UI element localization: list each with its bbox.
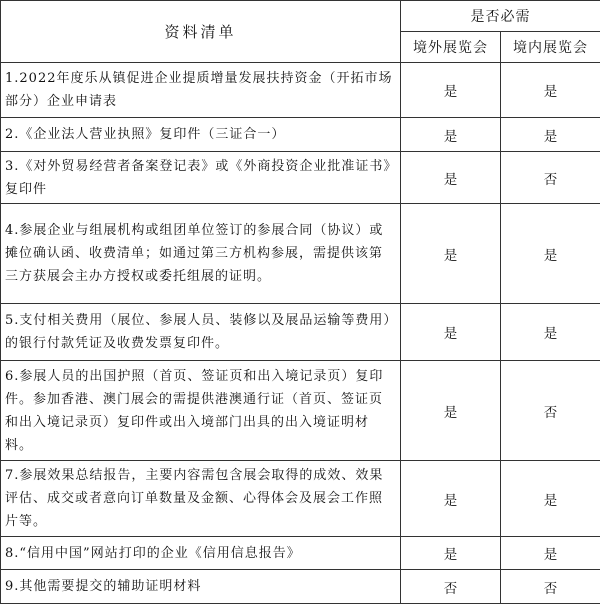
domestic-required-mark: 否 [501,152,600,204]
overseas-required-mark: 是 [401,118,501,152]
material-item: 4.参展企业与组展机构或组团单位签订的参展合同（协议）或摊位确认函、收费清单；如通过第三方机构参展，需提供该第三方获展会主办方授权或委托组展的证明。 [1,204,401,304]
material-item: 5.支付相关费用（展位、参展人员、装修以及展品运输等费用）的银行付款凭证及收费发票复印件。 [1,304,401,361]
domestic-required-mark: 是 [501,304,600,361]
table-row [1,570,600,604]
domestic-required-mark: 是 [501,204,600,304]
material-item: 9.其他需要提交的辅助证明材料 [1,570,401,604]
table-row [1,118,600,152]
domestic-required-mark: 是 [501,461,600,537]
overseas-required-mark: 是 [401,361,501,461]
material-item: 1.2022年度乐从镇促进企业提质增量发展扶持资金（开拓市场部分）企业申请表 [1,63,401,118]
overseas-required-mark: 是 [401,152,501,204]
table-row [1,63,600,118]
required-header: 是否必需 [401,1,600,32]
table-row [1,152,600,204]
table-row [1,204,600,304]
table-row [1,461,600,537]
overseas-exhibition-header: 境外展览会 [401,32,501,63]
domestic-required-mark: 否 [501,570,600,604]
overseas-required-mark: 是 [401,461,501,537]
overseas-required-mark: 是 [401,204,501,304]
domestic-exhibition-header: 境内展览会 [501,32,600,63]
table-row [1,304,600,361]
material-item: 7.参展效果总结报告，主要内容需包含展会取得的成效、效果评估、成交或者意向订单数量及金额、心得体会及展会工作照片等。 [1,461,401,537]
header-row-top [1,1,600,32]
domestic-required-mark: 否 [501,361,600,461]
material-item: 8.“信用中国”网站打印的企业《信用信息报告》 [1,537,401,570]
table-row [1,537,600,570]
materials-list-header: 资料清单 [1,1,401,63]
material-item: 6.参展人员的出国护照（首页、签证页和出入境记录页）复印件。参加香港、澳门展会的需提供港澳通行证（首页、签证页和出入境记录页）复印件或出入境部门出具的出入境证明材料。 [1,361,401,461]
domestic-required-mark: 是 [501,118,600,152]
domestic-required-mark: 是 [501,63,600,118]
overseas-required-mark: 否 [401,570,501,604]
table-row [1,361,600,461]
material-item: 3.《对外贸易经营者备案登记表》或《外商投资企业批准证书》复印件 [1,152,401,204]
overseas-required-mark: 是 [401,537,501,570]
domestic-required-mark: 是 [501,537,600,570]
overseas-required-mark: 是 [401,304,501,361]
overseas-required-mark: 是 [401,63,501,118]
material-item: 2.《企业法人营业执照》复印件（三证合一） [1,118,401,152]
